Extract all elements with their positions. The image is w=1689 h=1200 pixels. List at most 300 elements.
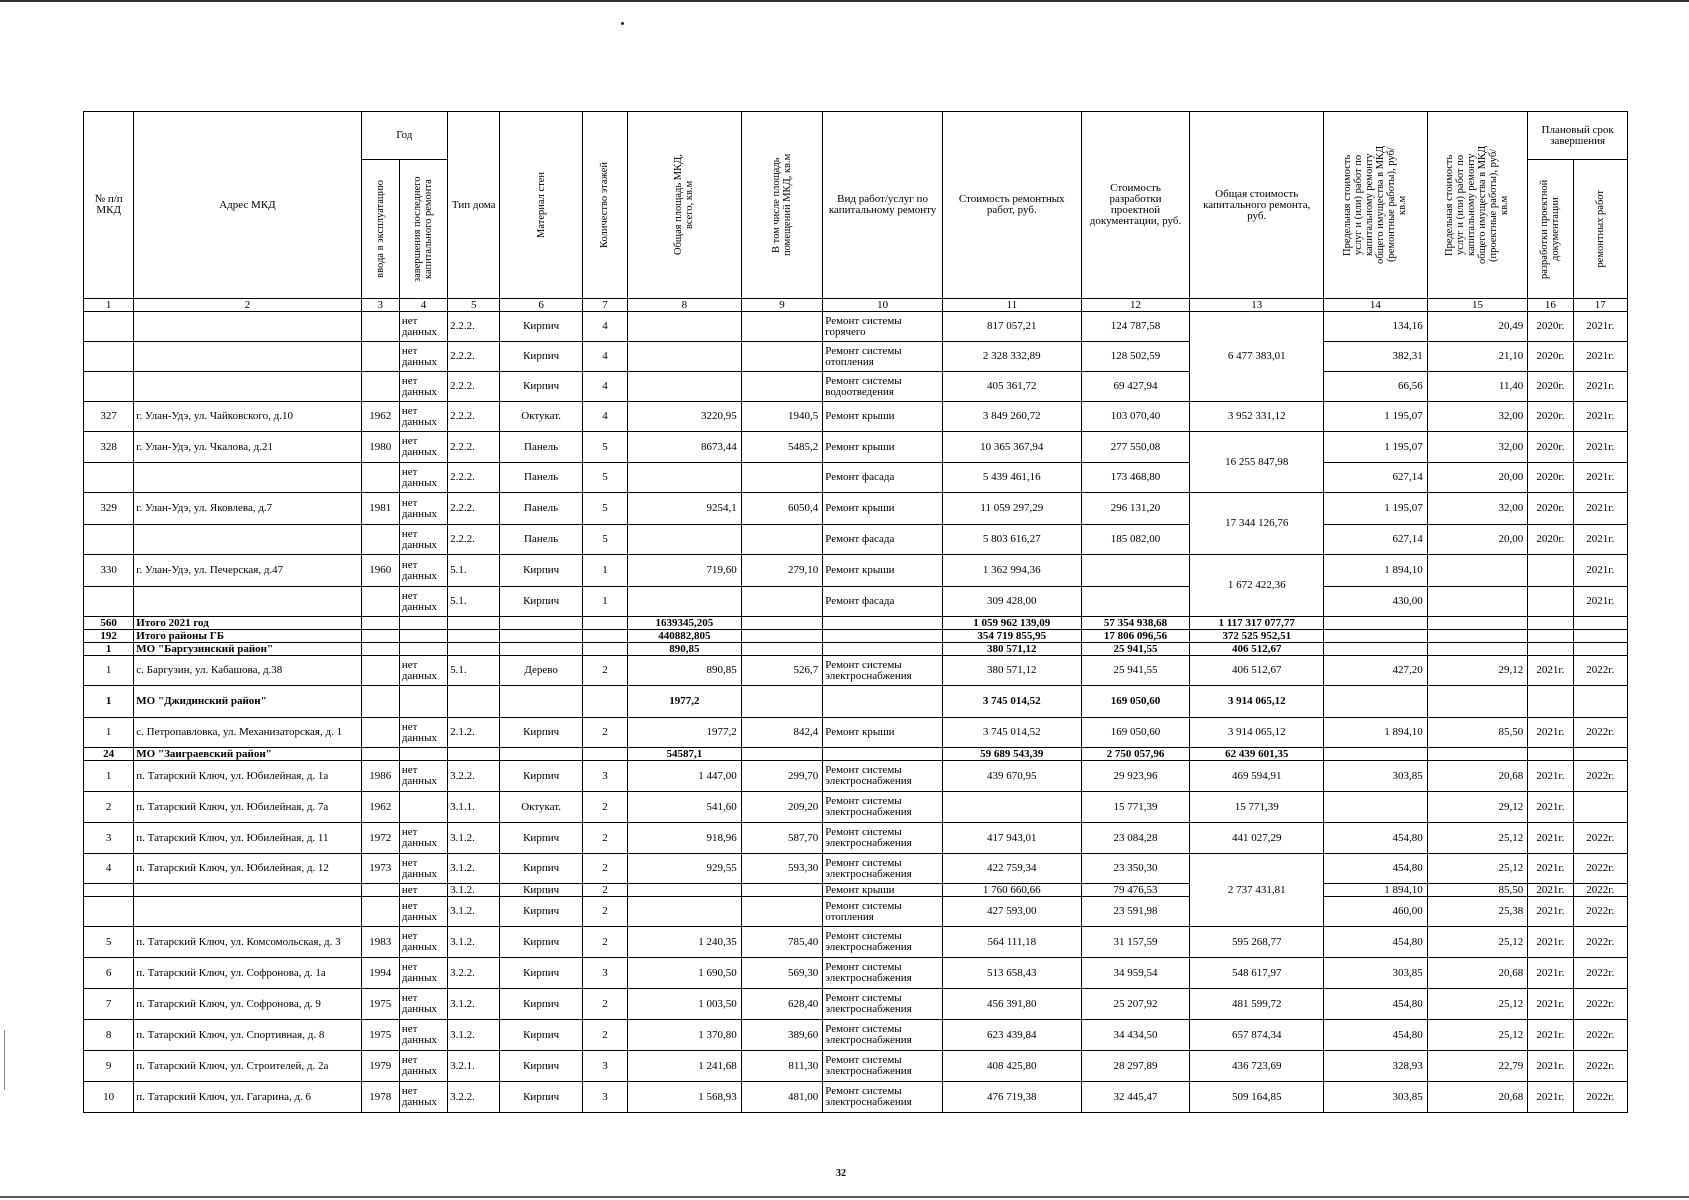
work-type: Ремонт системы электроснабжения <box>823 1051 943 1082</box>
year-commission <box>361 897 399 927</box>
premises-area: 481,00 <box>741 1082 822 1113</box>
limit-design: 22,79 <box>1427 1051 1528 1082</box>
table-row <box>84 493 1628 525</box>
empty-cell <box>1324 748 1428 761</box>
deadline-design: 2021г. <box>1528 897 1573 927</box>
row-number: 1 <box>84 718 134 748</box>
total-cost: 1 672 422,36 <box>1190 555 1324 617</box>
year-last-repair: нет данных <box>399 897 447 927</box>
table-row <box>84 884 1628 897</box>
wall-material: Дерево <box>500 656 582 686</box>
table-row <box>84 432 1628 463</box>
total-cost: 406 512,67 <box>1190 643 1324 656</box>
table-row <box>84 897 1628 927</box>
work-type: Ремонт системы горячего <box>823 312 943 342</box>
house-type: 3.1.2. <box>448 854 500 884</box>
deadline-repair: 2022г. <box>1573 1082 1627 1113</box>
empty-cell <box>1324 643 1428 656</box>
empty-cell <box>1573 686 1627 718</box>
house-type: 3.1.2. <box>448 989 500 1020</box>
floors: 5 <box>582 432 627 463</box>
deadline-repair: 2021г. <box>1573 555 1627 587</box>
deadline-repair: 2022г. <box>1573 1051 1627 1082</box>
floors: 3 <box>582 958 627 989</box>
row-number <box>84 884 134 897</box>
table-row <box>84 958 1628 989</box>
table-row <box>84 372 1628 402</box>
deadline-design: 2021г. <box>1528 989 1573 1020</box>
row-number: 1 <box>84 643 134 656</box>
total-area <box>628 372 742 402</box>
house-type: 2.2.2. <box>448 463 500 493</box>
total-cost: 3 914 065,12 <box>1190 686 1324 718</box>
work-type: Ремонт системы отопления <box>823 342 943 372</box>
header-design-cost: Стоимость разработки проектной документации, руб. <box>1081 112 1190 299</box>
repair-cost: 408 425,80 <box>942 1051 1081 1082</box>
empty-cell <box>1573 748 1627 761</box>
total-area: 1 690,50 <box>628 958 742 989</box>
house-type: 2.2.2. <box>448 312 500 342</box>
table-row <box>84 312 1628 342</box>
design-cost <box>1081 555 1190 587</box>
empty-cell <box>823 643 943 656</box>
premises-area <box>741 897 822 927</box>
design-cost: 34 434,50 <box>1081 1020 1190 1051</box>
address <box>134 342 361 372</box>
year-last-repair: нет данных <box>399 823 447 854</box>
premises-area: 587,70 <box>741 823 822 854</box>
year-last-repair: нет данных <box>399 989 447 1020</box>
repair-cost: 380 571,12 <box>942 656 1081 686</box>
table-row <box>84 656 1628 686</box>
premises-area: 279,10 <box>741 555 822 587</box>
total-area: 1 240,35 <box>628 927 742 958</box>
total-area: 9254,1 <box>628 493 742 525</box>
column-number-cell: 7 <box>582 299 627 312</box>
design-cost: 169 050,60 <box>1081 718 1190 748</box>
column-number-cell: 16 <box>1528 299 1573 312</box>
header-house-type: Тип дома <box>448 112 500 299</box>
header-deadline-group: Плановый срок завершения <box>1528 112 1628 160</box>
design-cost: 28 297,89 <box>1081 1051 1190 1082</box>
total-area: 929,55 <box>628 854 742 884</box>
wall-material: Панель <box>500 525 582 555</box>
total-area: 719,60 <box>628 555 742 587</box>
year-last-repair: нет данных <box>399 718 447 748</box>
total-area: 1 003,50 <box>628 989 742 1020</box>
total-area: 1977,2 <box>628 718 742 748</box>
work-type: Ремонт системы электроснабжения <box>823 1082 943 1113</box>
total-area <box>628 463 742 493</box>
total-area <box>628 587 742 617</box>
limit-design: 20,00 <box>1427 525 1528 555</box>
column-number-cell: 14 <box>1324 299 1428 312</box>
work-type: Ремонт системы водоотведения <box>823 372 943 402</box>
deadline-repair: 2021г. <box>1573 463 1627 493</box>
limit-design: 21,10 <box>1427 342 1528 372</box>
premises-area: 785,40 <box>741 927 822 958</box>
empty-cell <box>741 617 822 630</box>
work-type: Ремонт системы электроснабжения <box>823 656 943 686</box>
column-number-cell: 10 <box>823 299 943 312</box>
design-cost: 69 427,94 <box>1081 372 1190 402</box>
deadline-repair: 2021г. <box>1573 402 1627 432</box>
design-cost: 23 084,28 <box>1081 823 1190 854</box>
work-type: Ремонт системы электроснабжения <box>823 854 943 884</box>
empty-cell <box>500 748 582 761</box>
wall-material: Кирпич <box>500 555 582 587</box>
deadline-repair: 2022г. <box>1573 761 1627 792</box>
wall-material: Панель <box>500 493 582 525</box>
work-type: Ремонт фасада <box>823 525 943 555</box>
repair-cost: 2 328 332,89 <box>942 342 1081 372</box>
deadline-design: 2020г. <box>1528 432 1573 463</box>
premises-area: 842,4 <box>741 718 822 748</box>
total-cost: 657 874,34 <box>1190 1020 1324 1051</box>
limit-design: 29,12 <box>1427 656 1528 686</box>
empty-cell <box>582 686 627 718</box>
limit-repair: 66,56 <box>1324 372 1428 402</box>
deadline-repair: 2022г. <box>1573 897 1627 927</box>
premises-area <box>741 463 822 493</box>
limit-repair: 1 195,07 <box>1324 402 1428 432</box>
deadline-design: 2021г. <box>1528 854 1573 884</box>
floors: 4 <box>582 372 627 402</box>
house-type: 2.1.2. <box>448 718 500 748</box>
premises-area: 299,70 <box>741 761 822 792</box>
row-number: 329 <box>84 493 134 525</box>
year-last-repair: нет данных <box>399 587 447 617</box>
year-last-repair: нет данных <box>399 555 447 587</box>
table-row <box>84 555 1628 587</box>
empty-cell <box>361 748 399 761</box>
premises-area: 569,30 <box>741 958 822 989</box>
floors: 2 <box>582 823 627 854</box>
repair-cost: 5 803 616,27 <box>942 525 1081 555</box>
empty-cell <box>500 686 582 718</box>
total-cost: 436 723,69 <box>1190 1051 1324 1082</box>
house-type: 5.1. <box>448 656 500 686</box>
year-commission <box>361 312 399 342</box>
total-cost: 2 737 431,81 <box>1190 854 1324 927</box>
year-commission: 1960 <box>361 555 399 587</box>
house-type: 5.1. <box>448 555 500 587</box>
empty-cell <box>741 630 822 643</box>
year-last-repair: нет данных <box>399 854 447 884</box>
table-row <box>84 792 1628 823</box>
column-number-cell: 4 <box>399 299 447 312</box>
header-deadline-repair: ремонтных работ <box>1573 160 1627 299</box>
limit-design: 85,50 <box>1427 718 1528 748</box>
house-type: 3.1.1. <box>448 792 500 823</box>
deadline-repair: 2022г. <box>1573 927 1627 958</box>
work-type: Ремонт крыши <box>823 555 943 587</box>
deadline-repair: 2022г. <box>1573 823 1627 854</box>
page-number: 32 <box>836 1168 846 1179</box>
deadline-repair: 2022г. <box>1573 1020 1627 1051</box>
year-commission <box>361 718 399 748</box>
design-cost: 79 476,53 <box>1081 884 1190 897</box>
limit-design: 11,40 <box>1427 372 1528 402</box>
deadline-design: 2020г. <box>1528 525 1573 555</box>
total-cost: 406 512,67 <box>1190 656 1324 686</box>
header-total-area: Общая площадь МКД, всего, кв.м <box>628 112 742 299</box>
total-area: 890,85 <box>628 643 742 656</box>
row-number: 2 <box>84 792 134 823</box>
total-area: 440882,805 <box>628 630 742 643</box>
design-cost: 185 082,00 <box>1081 525 1190 555</box>
summary-row <box>84 748 1628 761</box>
deadline-design: 2021г. <box>1528 761 1573 792</box>
deadline-design <box>1528 555 1573 587</box>
summary-label: Итого 2021 год <box>134 617 361 630</box>
empty-cell <box>1427 630 1528 643</box>
limit-design: 32,00 <box>1427 432 1528 463</box>
column-number-cell: 3 <box>361 299 399 312</box>
deadline-repair: 2021г. <box>1573 312 1627 342</box>
design-cost: 15 771,39 <box>1081 792 1190 823</box>
total-cost: 3 914 065,12 <box>1190 718 1324 748</box>
limit-design: 20,68 <box>1427 958 1528 989</box>
year-commission: 1994 <box>361 958 399 989</box>
floors: 2 <box>582 854 627 884</box>
address: г. Улан-Удэ, ул. Чайковского, д.10 <box>134 402 361 432</box>
wall-material: Кирпич <box>500 587 582 617</box>
year-last-repair: нет данных <box>399 761 447 792</box>
column-number-cell: 11 <box>942 299 1081 312</box>
premises-area: 811,30 <box>741 1051 822 1082</box>
header-total-cost: Общая стоимость капитального ремонта, руб. <box>1190 112 1324 299</box>
year-commission: 1981 <box>361 493 399 525</box>
limit-repair: 1 195,07 <box>1324 493 1428 525</box>
wall-material: Кирпич <box>500 958 582 989</box>
deadline-repair: 2021г. <box>1573 525 1627 555</box>
header-limit-repair: Предельная стоимость услуг и (или) работ по капитальному ремонту общего имущества в МКД (ремонтные работы), руб/кв.м <box>1324 112 1428 299</box>
limit-design: 20,68 <box>1427 1082 1528 1113</box>
floors: 2 <box>582 656 627 686</box>
year-commission: 1972 <box>361 823 399 854</box>
deadline-design: 2020г. <box>1528 312 1573 342</box>
limit-repair: 1 195,07 <box>1324 432 1428 463</box>
limit-design: 25,12 <box>1427 823 1528 854</box>
design-cost: 31 157,59 <box>1081 927 1190 958</box>
year-last-repair: нет данных <box>399 342 447 372</box>
row-number: 24 <box>84 748 134 761</box>
empty-cell <box>500 630 582 643</box>
house-type: 3.2.2. <box>448 761 500 792</box>
column-number-cell: 13 <box>1190 299 1324 312</box>
address <box>134 372 361 402</box>
deadline-repair: 2022г. <box>1573 989 1627 1020</box>
year-last-repair: нет данных <box>399 312 447 342</box>
limit-repair: 134,16 <box>1324 312 1428 342</box>
design-cost: 25 941,55 <box>1081 656 1190 686</box>
empty-cell <box>741 686 822 718</box>
empty-cell <box>1324 630 1428 643</box>
year-last-repair: нет данных <box>399 1020 447 1051</box>
year-commission <box>361 587 399 617</box>
row-number: 1 <box>84 656 134 686</box>
row-number: 9 <box>84 1051 134 1082</box>
empty-cell <box>448 643 500 656</box>
repair-cost: 817 057,21 <box>942 312 1081 342</box>
wall-material: Кирпич <box>500 927 582 958</box>
repair-cost: 354 719 855,95 <box>942 630 1081 643</box>
empty-cell <box>741 643 822 656</box>
design-cost: 23 350,30 <box>1081 854 1190 884</box>
empty-cell <box>361 617 399 630</box>
empty-cell <box>582 643 627 656</box>
design-cost: 25 207,92 <box>1081 989 1190 1020</box>
wall-material: Кирпич <box>500 823 582 854</box>
total-cost: 441 027,29 <box>1190 823 1324 854</box>
year-commission <box>361 525 399 555</box>
deadline-repair: 2022г. <box>1573 718 1627 748</box>
address: г. Улан-Удэ, ул. Чкалова, д.21 <box>134 432 361 463</box>
deadline-design: 2020г. <box>1528 402 1573 432</box>
total-area: 918,96 <box>628 823 742 854</box>
address <box>134 525 361 555</box>
year-commission <box>361 656 399 686</box>
empty-cell <box>823 748 943 761</box>
header-premises-area: В том числе площадь помещений МКД, кв.м <box>741 112 822 299</box>
floors: 2 <box>582 1020 627 1051</box>
floors: 5 <box>582 525 627 555</box>
repair-program-table <box>83 111 1628 1113</box>
work-type: Ремонт крыши <box>823 884 943 897</box>
design-cost: 25 941,55 <box>1081 643 1190 656</box>
design-cost: 296 131,20 <box>1081 493 1190 525</box>
row-number <box>84 312 134 342</box>
empty-cell <box>1573 643 1627 656</box>
row-number: 4 <box>84 854 134 884</box>
empty-cell <box>361 686 399 718</box>
repair-cost: 456 391,80 <box>942 989 1081 1020</box>
deadline-design: 2021г. <box>1528 1082 1573 1113</box>
repair-cost: 405 361,72 <box>942 372 1081 402</box>
limit-repair: 303,85 <box>1324 958 1428 989</box>
header-year-last-repair: завершения последнего капитального ремонта <box>399 160 447 299</box>
header-deadline-design: разработки проектной документации <box>1528 160 1573 299</box>
table-row <box>84 463 1628 493</box>
premises-area: 593,30 <box>741 854 822 884</box>
row-number: 3 <box>84 823 134 854</box>
total-area: 1977,2 <box>628 686 742 718</box>
year-last-repair: нет данных <box>399 525 447 555</box>
limit-design: 25,12 <box>1427 989 1528 1020</box>
premises-area <box>741 884 822 897</box>
summary-row <box>84 617 1628 630</box>
column-number-cell: 1 <box>84 299 134 312</box>
work-type: Ремонт системы электроснабжения <box>823 989 943 1020</box>
wall-material: Октукат. <box>500 792 582 823</box>
house-type: 3.1.2. <box>448 927 500 958</box>
repair-cost: 439 670,95 <box>942 761 1081 792</box>
row-number: 6 <box>84 958 134 989</box>
deadline-repair: 2021г. <box>1573 372 1627 402</box>
design-cost: 29 923,96 <box>1081 761 1190 792</box>
house-type: 3.1.2. <box>448 884 500 897</box>
empty-cell <box>448 630 500 643</box>
column-number-cell: 8 <box>628 299 742 312</box>
year-commission: 1986 <box>361 761 399 792</box>
limit-repair: 627,14 <box>1324 463 1428 493</box>
limit-repair: 303,85 <box>1324 1082 1428 1113</box>
deadline-design: 2020г. <box>1528 493 1573 525</box>
year-commission: 1983 <box>361 927 399 958</box>
table-row <box>84 823 1628 854</box>
limit-design: 85,50 <box>1427 884 1528 897</box>
address <box>134 463 361 493</box>
column-number-cell: 17 <box>1573 299 1627 312</box>
empty-cell <box>1528 617 1573 630</box>
deadline-design: 2021г. <box>1528 792 1573 823</box>
limit-design: 25,12 <box>1427 1020 1528 1051</box>
year-commission <box>361 463 399 493</box>
repair-cost: 309 428,00 <box>942 587 1081 617</box>
house-type: 2.2.2. <box>448 402 500 432</box>
wall-material: Панель <box>500 432 582 463</box>
house-type: 3.1.2. <box>448 823 500 854</box>
house-type: 5.1. <box>448 587 500 617</box>
limit-repair: 454,80 <box>1324 854 1428 884</box>
wall-material: Кирпич <box>500 989 582 1020</box>
wall-material: Кирпич <box>500 761 582 792</box>
limit-repair: 427,20 <box>1324 656 1428 686</box>
address: с. Петропавловка, ул. Механизаторская, д. 1 <box>134 718 361 748</box>
deadline-design: 2021г. <box>1528 718 1573 748</box>
row-number: 5 <box>84 927 134 958</box>
premises-area: 526,7 <box>741 656 822 686</box>
table-row <box>84 525 1628 555</box>
address: г. Улан-Удэ, ул. Яковлева, д.7 <box>134 493 361 525</box>
empty-cell <box>399 686 447 718</box>
work-type: Ремонт крыши <box>823 402 943 432</box>
repair-cost <box>942 792 1081 823</box>
design-cost: 103 070,40 <box>1081 402 1190 432</box>
scan-border-top <box>0 0 1689 2</box>
table-row <box>84 718 1628 748</box>
house-type: 2.2.2. <box>448 372 500 402</box>
summary-row <box>84 643 1628 656</box>
deadline-design: 2021г. <box>1528 823 1573 854</box>
empty-cell <box>399 617 447 630</box>
year-last-repair: нет данных <box>399 1082 447 1113</box>
empty-cell <box>823 617 943 630</box>
address: г. Улан-Удэ, ул. Печерская, д.47 <box>134 555 361 587</box>
repair-cost: 427 593,00 <box>942 897 1081 927</box>
limit-repair: 303,85 <box>1324 761 1428 792</box>
row-number <box>84 372 134 402</box>
empty-cell <box>448 748 500 761</box>
repair-cost: 10 365 367,94 <box>942 432 1081 463</box>
empty-cell <box>823 630 943 643</box>
deadline-design: 2021г. <box>1528 1051 1573 1082</box>
year-last-repair: нет данных <box>399 402 447 432</box>
year-last-repair <box>399 792 447 823</box>
empty-cell <box>1573 630 1627 643</box>
premises-area <box>741 312 822 342</box>
floors: 2 <box>582 718 627 748</box>
deadline-design <box>1528 587 1573 617</box>
empty-cell <box>399 748 447 761</box>
repair-cost: 1 059 962 139,09 <box>942 617 1081 630</box>
total-area: 1 241,68 <box>628 1051 742 1082</box>
header-floors: Количество этажей <box>582 112 627 299</box>
wall-material: Кирпич <box>500 342 582 372</box>
deadline-repair: 2022г. <box>1573 854 1627 884</box>
deadline-repair: 2021г. <box>1573 493 1627 525</box>
